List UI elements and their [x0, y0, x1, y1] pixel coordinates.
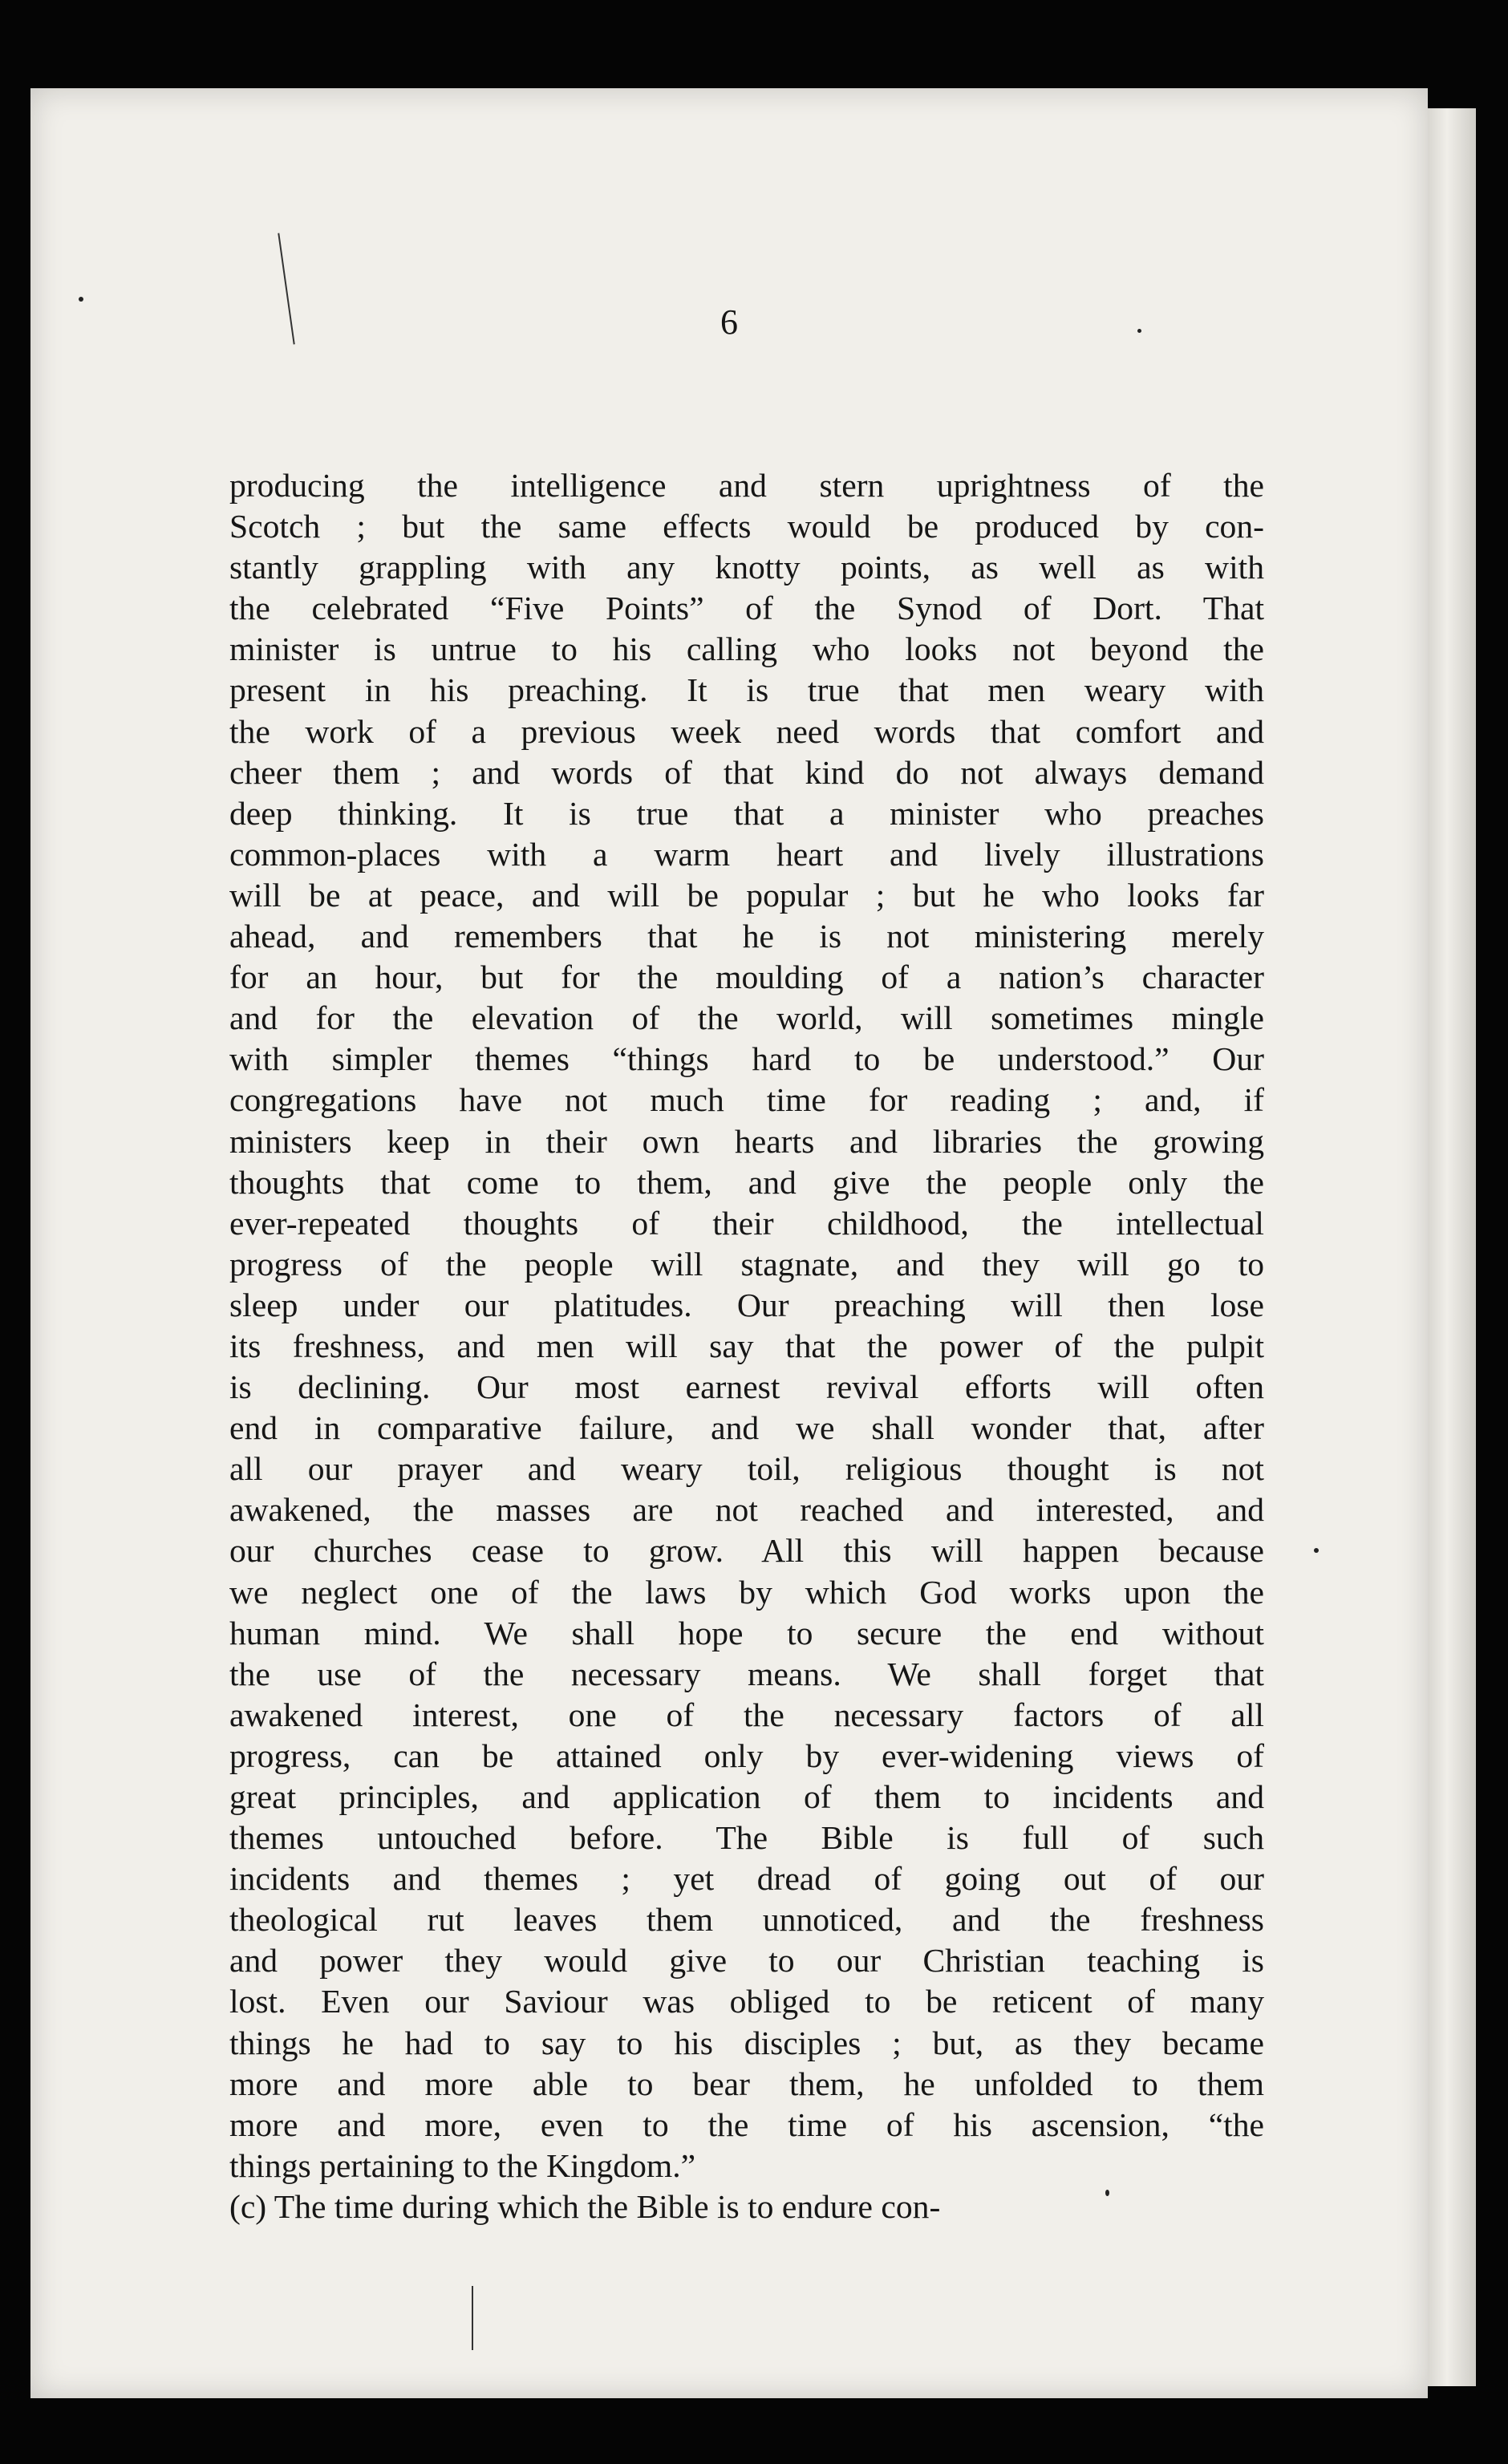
text-line: human mind. We shall hope to secure the end without	[229, 1614, 1264, 1651]
text-line: Scotch ; but the same effects would be produced by con-	[229, 508, 1264, 545]
scan-speck	[1314, 1548, 1319, 1553]
text-line: great principles, and application of them to incidents and	[229, 1778, 1264, 1815]
scan-scratch	[472, 2286, 473, 2350]
text-line: things he had to say to his disciples ; but, as they became	[229, 2024, 1264, 2061]
text-line: sleep under our platitudes. Our preaching will then lose	[229, 1286, 1264, 1323]
text-line: the celebrated “Five Points” of the Synod of Dort. That	[229, 590, 1264, 627]
text-line: (c) The time during which the Bible is to endure con-	[229, 2187, 941, 2225]
text-line: deep thinking. It is true that a minister who preaches	[229, 794, 1264, 832]
scan-speck	[1105, 2190, 1109, 2196]
text-line: with simpler themes “things hard to be understood.” Our	[229, 1040, 1264, 1078]
text-line: things pertaining to the Kingdom.”	[229, 2146, 696, 2184]
text-line: all our prayer and weary toil, religious thought is not	[229, 1450, 1264, 1488]
text-line: congregations have not much time for reading ; and, if	[229, 1081, 1264, 1119]
text-line: cheer them ; and words of that kind do not always demand	[229, 753, 1264, 791]
text-line: our churches cease to grow. All this will happen because	[229, 1532, 1264, 1570]
text-line: the work of a previous week need words that comfort and	[229, 712, 1264, 750]
book-page	[30, 88, 1428, 2398]
text-line: ministers keep in their own hearts and libraries the growing	[229, 1122, 1264, 1160]
text-line: more and more, even to the time of his ascension, “the	[229, 2105, 1264, 2143]
text-line: ever-repeated thoughts of their childhood, the intellectual	[229, 1204, 1264, 1242]
text-line: end in comparative failure, and we shall wonder that, after	[229, 1409, 1264, 1447]
scan-speck	[1137, 329, 1141, 333]
text-line: thoughts that come to them, and give the people only the	[229, 1163, 1264, 1201]
text-line: progress, can be attained only by ever-widening views of	[229, 1737, 1264, 1774]
page-number: 6	[720, 302, 738, 342]
text-line: stantly grappling with any knotty points, as well as with	[229, 549, 1264, 586]
text-line: common-places with a warm heart and lively illustrations	[229, 835, 1264, 873]
text-line: awakened, the masses are not reached and interested, and	[229, 1491, 1264, 1529]
text-line: we neglect one of the laws by which God works upon the	[229, 1573, 1264, 1611]
text-line: lost. Even our Saviour was obliged to be reticent of many	[229, 1983, 1264, 2020]
text-line: present in his preaching. It is true that men weary with	[229, 671, 1264, 709]
text-line: ahead, and remembers that he is not ministering merely	[229, 918, 1264, 955]
text-line: and power they would give to our Christian teaching is	[229, 1942, 1264, 1980]
text-line: is declining. Our most earnest revival efforts will often	[229, 1368, 1264, 1406]
text-line: incidents and themes ; yet dread of going out of our	[229, 1860, 1264, 1898]
text-line: its freshness, and men will say that the power of the pulpit	[229, 1327, 1264, 1364]
text-line: for an hour, but for the moulding of a nation’s character	[229, 958, 1264, 996]
text-line: awakened interest, one of the necessary factors of all	[229, 1696, 1264, 1733]
text-line: minister is untrue to his calling who looks not beyond the	[229, 630, 1264, 668]
text-line: theological rut leaves them unnoticed, and the freshness	[229, 1901, 1264, 1939]
text-line: and for the elevation of the world, will sometimes mingle	[229, 999, 1264, 1037]
text-line: more and more able to bear them, he unfolded to them	[229, 2065, 1264, 2102]
text-line: will be at peace, and will be popular ; but he who looks far	[229, 876, 1264, 914]
text-line: producing the intelligence and stern uprightness of the	[229, 467, 1264, 504]
text-line: themes untouched before. The Bible is full of such	[229, 1819, 1264, 1857]
text-line: the use of the necessary means. We shall forget that	[229, 1655, 1264, 1692]
body-text	[229, 465, 1264, 2227]
scan-speck	[79, 297, 83, 302]
next-page-edge	[1428, 108, 1476, 2386]
text-line: progress of the people will stagnate, and they will go to	[229, 1245, 1264, 1283]
